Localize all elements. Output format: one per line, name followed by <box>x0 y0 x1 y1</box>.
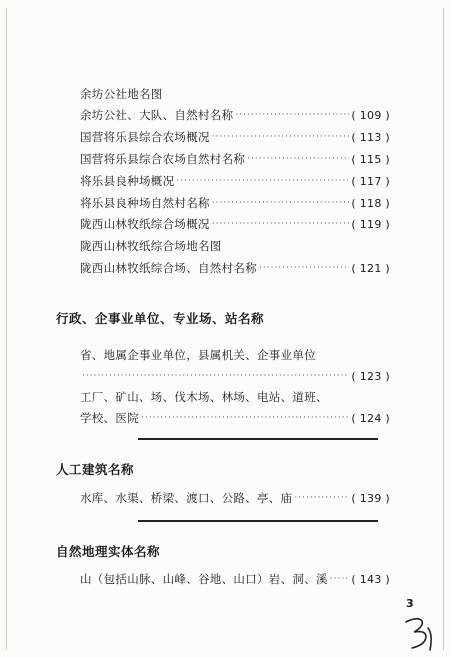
toc-entry-text: 国营将乐县综合农场概况 <box>80 130 210 144</box>
toc-entry-text: 将乐县良种场概况 <box>80 174 175 188</box>
toc-entry-text: 山（包括山脉、山峰、谷地、山口）岩、洞、溪 <box>80 572 328 586</box>
toc-entry-page: ( 117 ) <box>351 174 390 188</box>
toc-entry-text: 水库、水渠、桥梁、渡口、公路、亭、庙 <box>80 491 293 505</box>
section-title: 自然地理实体名称 <box>56 544 161 559</box>
leader-dots <box>212 132 350 142</box>
section-divider <box>138 520 378 522</box>
toc-entry <box>80 366 390 386</box>
toc-entry-text: 工厂、矿山、场、伐木场、林场、电站、道班、 <box>80 390 328 404</box>
handwritten-mark-icon <box>400 612 440 652</box>
toc-entry <box>80 214 390 234</box>
toc-entry <box>80 149 390 169</box>
leader-dots <box>176 176 349 186</box>
toc-entry-page: ( 115 ) <box>351 152 390 166</box>
toc-entry-page: ( 124 ) <box>351 411 390 425</box>
toc-entry-page: ( 123 ) <box>351 369 390 383</box>
toc-entry-page: ( 119 ) <box>351 217 390 231</box>
leader-dots <box>259 263 349 273</box>
toc-entry-text: 省、地属企事业单位，县属机关、企事业单位 <box>80 348 316 362</box>
leader-dots <box>212 219 350 229</box>
toc-entry-page: ( 118 ) <box>351 196 390 210</box>
toc-entry <box>80 171 390 191</box>
toc-entry <box>80 488 390 508</box>
toc-entry-page: ( 139 ) <box>351 491 390 505</box>
toc-entry-text: 陇西山林牧纸综合场地名图 <box>80 239 222 253</box>
leader-dots <box>82 371 349 381</box>
toc-entry <box>80 258 390 278</box>
toc-entry-page: ( 121 ) <box>351 261 390 275</box>
page-number: 3 <box>406 597 414 610</box>
section-title: 人工建筑名称 <box>56 462 135 477</box>
toc-entry <box>80 127 390 147</box>
toc-entry-text: 余坊公社地名图 <box>80 87 163 101</box>
leader-dots <box>212 198 350 208</box>
toc-entry-page: ( 143 ) <box>351 572 390 586</box>
toc-entry-text: 陇西山林牧纸综合场概况 <box>80 217 210 231</box>
toc-entry <box>80 569 390 589</box>
toc-entry-text: 学校、医院 <box>80 411 139 425</box>
toc-entry-text: 国营将乐县综合农场自然村名称 <box>80 152 246 166</box>
leader-dots <box>294 493 349 503</box>
toc-entry-text: 陇西山林牧纸综合场、自然村名称 <box>80 261 257 275</box>
section-title: 行政、企事业单位、专业场、站名称 <box>56 311 265 326</box>
toc-entry-page: ( 109 ) <box>351 108 390 122</box>
toc-entry <box>80 193 390 213</box>
toc-entry <box>80 387 390 407</box>
toc-entry <box>80 105 390 125</box>
toc-entry <box>80 236 390 256</box>
leader-dots <box>247 154 349 164</box>
toc-entry-page: ( 113 ) <box>351 130 390 144</box>
section-divider <box>138 438 378 440</box>
page-edge-left <box>6 8 7 650</box>
leader-dots <box>330 574 350 584</box>
toc-entry-text: 将乐县良种场自然村名称 <box>80 196 210 210</box>
page-edge-right <box>443 8 444 650</box>
leader-dots <box>141 413 349 423</box>
toc-entry <box>80 408 390 428</box>
leader-dots <box>235 110 349 120</box>
toc-entry <box>80 84 390 104</box>
toc-entry <box>80 345 390 365</box>
toc-entry-text: 余坊公社、大队、自然村名称 <box>80 108 234 122</box>
